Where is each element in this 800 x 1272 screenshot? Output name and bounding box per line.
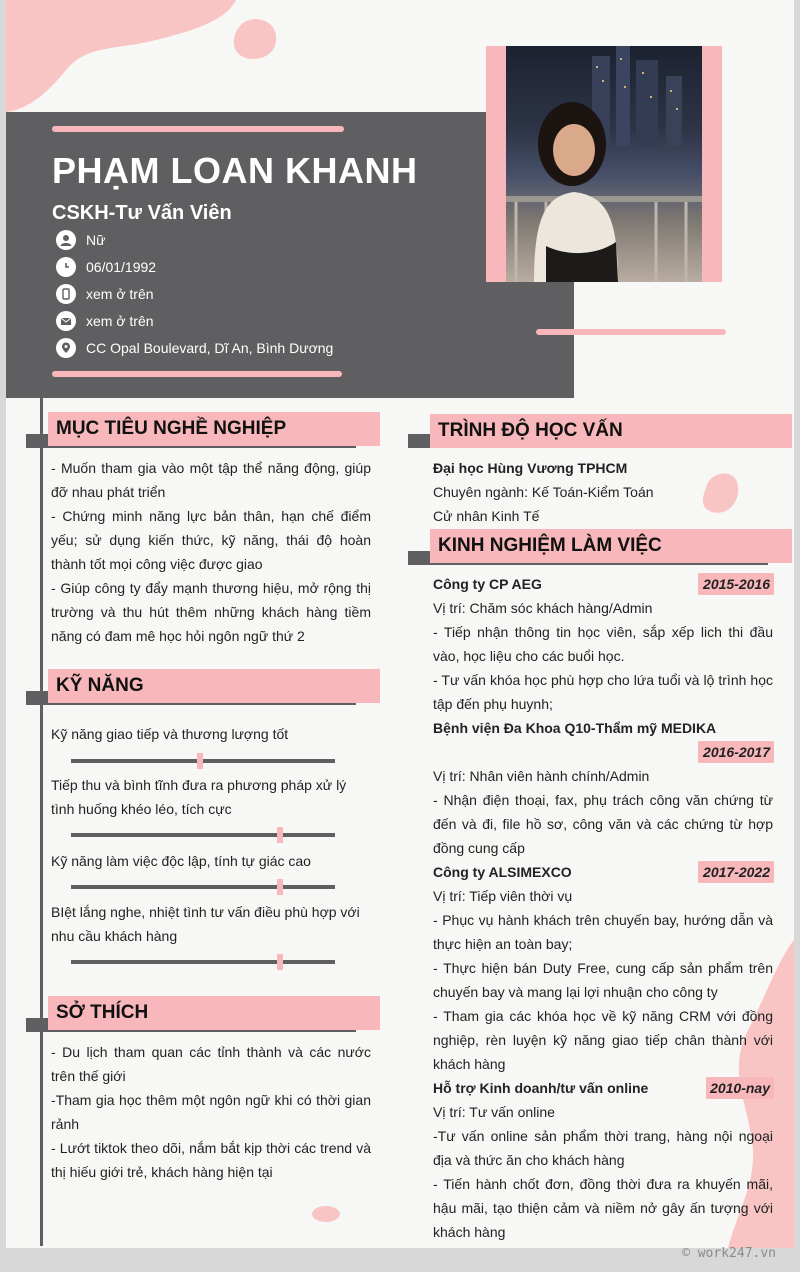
hobby-line: -Tham gia học thêm một ngôn ngữ khi có thời gian rảnh (51, 1092, 371, 1132)
skill-level-marker (277, 954, 283, 970)
photo-underline-rule (536, 329, 726, 335)
info-birthdate-text: 06/01/1992 (86, 259, 157, 275)
skill-bar (71, 885, 335, 889)
job-company: Công ty CP AEG (433, 576, 542, 592)
skill-label: BIệt lắng nghe, nhiệt tình tư vấn điều phù hợp với nhu cầu khách hàng (51, 904, 360, 944)
info-address (56, 337, 333, 359)
objective-line: - Giúp công ty đẩy mạnh thương hiệu, mở rộng thị trường và thu hút thêm những khách hàng tiềm năng có đam mê học hỏi ngôn ngữ thứ 2 (51, 580, 371, 644)
education-heading: TRÌNH ĐỘ HỌC VẤN (430, 414, 792, 448)
job-company: Hỗ trợ Kinh doanh/tư vấn online (433, 1080, 649, 1096)
top-left-blob (6, 0, 266, 115)
skill-label: Kỹ năng làm việc độc lập, tính tự giác cao (51, 853, 311, 869)
mail-icon (56, 311, 76, 331)
left-timeline-line (40, 398, 43, 1246)
person-icon (56, 230, 76, 250)
info-address-text: CC Opal Boulevard, Dĩ An, Bình Dương (86, 340, 334, 356)
job-duty: - Tư vấn khóa học phù hợp cho lứa tuổi và lộ trình học tập đến phụ huynh; (433, 672, 773, 712)
clock-icon (56, 257, 76, 277)
job-period-badge: 2010-nay (706, 1077, 774, 1099)
candidate-name: PHẠM LOAN KHANH (52, 150, 418, 191)
skill-bar (71, 833, 335, 837)
header-bottom-rule (52, 371, 342, 377)
skill-label: Tiếp thu và bình tĩnh đưa ra phương pháp xử lý tình huống khéo léo, tích cực (51, 777, 347, 817)
watermark: © work247.vn (682, 1246, 776, 1261)
job-duty: - Tiến hành chốt đơn, đồng thời đưa ra khuyến mãi, hậu mãi, tạo thiện cảm và niềm nở gây ấn tượng với khách hàng (433, 1176, 773, 1240)
job-duty: - Tham gia các khóa học về kỹ năng CRM với đồng nghiệp, rèn luyện kỹ năng giao tiếp chân thành với khách hàng (433, 1008, 773, 1072)
job-duty: -Tư vấn online sản phẩm thời trang, hàng nội ngoại địa và thức ăn cho khách hàng (433, 1128, 773, 1168)
job-company: Công ty ALSIMEXCO (433, 864, 572, 880)
info-gender-text: Nữ (86, 232, 106, 248)
hobby-line: - Lướt tiktok theo dõi, nắm bắt kịp thời các trend và thị hiếu giới trẻ, khách hàng hiện tại (51, 1140, 371, 1180)
education-degree: Cử nhân Kinh Tế (433, 508, 540, 524)
job-position: Vị trí: Nhân viên hành chính/Admin (433, 768, 650, 784)
location-icon (56, 338, 76, 358)
job-duty: - Nhận điện thoại, fax, phụ trách công văn chứng từ đến và đi, file hồ sơ, công văn và các chứng từ hợp đồng cung cấp (433, 792, 773, 856)
job-duty: - Phục vụ hành khách trên chuyến bay, hướng dẫn và thực hiện an toàn bay; (433, 912, 773, 952)
header-top-rule (52, 126, 344, 132)
bottom-blob-small (310, 1204, 342, 1224)
hobbies-heading: SỞ THÍCH (48, 996, 380, 1030)
candidate-title: CSKH-Tư Vấn Viên (52, 202, 232, 224)
job-position: Vị trí: Tư vấn online (433, 1104, 555, 1120)
skill-level-marker (197, 753, 203, 769)
hobby-line: - Du lịch tham quan các tỉnh thành và các nước trên thế giới (51, 1044, 371, 1084)
job-period-badge: 2017-2022 (698, 861, 774, 883)
phone-icon (56, 284, 76, 304)
job-duty: - Tiếp nhận thông tin học viên, sắp xếp lich thi đầu vào, học liệu cho các buổi học. (433, 624, 773, 664)
info-gender (56, 229, 105, 251)
education-school: Đại học Hùng Vương TPHCM (433, 460, 628, 476)
education-major: Chuyên ngành: Kế Toán-Kiểm Toán (433, 484, 654, 500)
info-email-text: xem ở trên (86, 313, 154, 329)
info-birthdate (56, 256, 156, 278)
skill-label: Kỹ năng giao tiếp và thương lượng tốt (51, 726, 289, 742)
resume-page (6, 0, 794, 1248)
objective-line: - Chứng minh năng lực bản thân, hạn chế điểm yếu; sử dụng kiến thức, kỹ năng, thái độ hoàn thành tốt mọi công việc được giao (51, 508, 371, 572)
experience-heading: KINH NGHIỆM LÀM VIỆC (430, 529, 792, 563)
info-email (56, 310, 154, 332)
skill-level-marker (277, 879, 283, 895)
info-phone-text: xem ở trên (86, 286, 154, 302)
skill-bar (71, 960, 335, 964)
job-position: Vị trí: Tiếp viên thời vụ (433, 888, 573, 904)
job-company: Bệnh viện Đa Khoa Q10-Thẩm mỹ MEDIKA (433, 720, 717, 736)
skill-level-marker (277, 827, 283, 843)
objective-heading: MỤC TIÊU NGHỀ NGHIỆP (48, 412, 380, 446)
profile-photo (506, 46, 702, 282)
top-blob-small (230, 14, 280, 64)
info-phone (56, 283, 154, 305)
objective-line: - Muốn tham gia vào một tập thể năng động, giúp đỡ nhau phát triển (51, 460, 371, 500)
job-period-badge: 2015-2016 (698, 573, 774, 595)
job-period-badge: 2016-2017 (698, 741, 774, 763)
job-duty: - Thực hiện bán Duty Free, cung cấp sản phẩm trên chuyến bay và mang lại lợi nhuận cho công ty (433, 960, 773, 1000)
job-position: Vị trí: Chăm sóc khách hàng/Admin (433, 600, 653, 616)
skills-heading: KỸ NĂNG (48, 669, 380, 703)
